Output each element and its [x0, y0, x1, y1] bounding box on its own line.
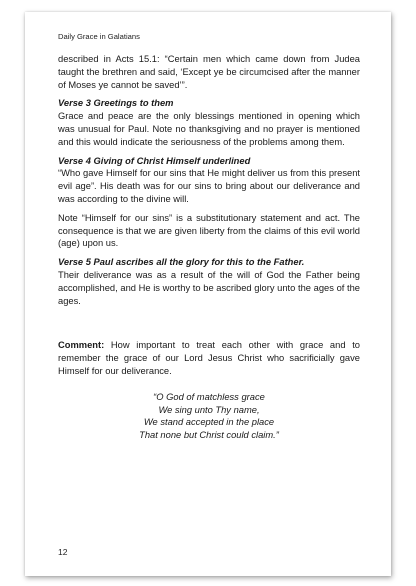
comment-label: Comment:	[58, 340, 105, 351]
section-heading: Verse 3 Greetings to them	[58, 98, 174, 109]
comment-text: How important to treat each other with grace and to remember the grace of our Lord Jesus Christ who sacrificially gave Himself for our deliverance.	[58, 340, 360, 376]
hymn-line: “O God of matchless grace	[153, 391, 265, 402]
section-paragraph: Note “Himself for our sins” is a substitutionary statement and act. The consequence is that we are given liberty from the claims of this evil world (age) upon us.	[58, 212, 360, 249]
page-number: 12	[58, 547, 68, 557]
section-verse-4	[58, 155, 360, 251]
section-paragraph: Their deliverance was as a result of the will of God the Father being accomplished, and He is worthy to be ascribed glory unto the ages of the ages.	[58, 269, 360, 306]
hymn-verse	[58, 391, 360, 442]
section-verse-5	[58, 256, 360, 307]
section-verse-3	[58, 97, 360, 148]
running-head: Daily Grace in Galatians	[58, 32, 140, 41]
comment-paragraph	[58, 339, 360, 377]
section-heading: Verse 4 Giving of Christ Himself underlined	[58, 155, 251, 166]
section-heading: Verse 5 Paul ascribes all the glory for this to the Father.	[58, 257, 305, 268]
hymn-line: We sing unto Thy name,	[158, 404, 260, 415]
hymn-line: That none but Christ could claim.”	[139, 430, 279, 441]
intro-paragraph: described in Acts 15.1: “Certain men which came down from Judea taught the brethren and said, ‘Except ye be circumcised after the manner of Moses ye cannot be saved’”.	[58, 54, 360, 90]
book-page	[25, 12, 391, 576]
page-body	[58, 53, 360, 442]
section-paragraph: “Who gave Himself for our sins that He might deliver us from this present evil age”. His death was for our sins to bring about our deliverance and was according to the divine will.	[58, 168, 360, 204]
hymn-line: We stand accepted in the place	[143, 417, 275, 428]
section-paragraph: Grace and peace are the only blessings mentioned in opening which was unusual for Paul. Note no thanksgiving and no prayer is mentioned and this would indicate the seriousness of the problems among them.	[58, 111, 360, 147]
